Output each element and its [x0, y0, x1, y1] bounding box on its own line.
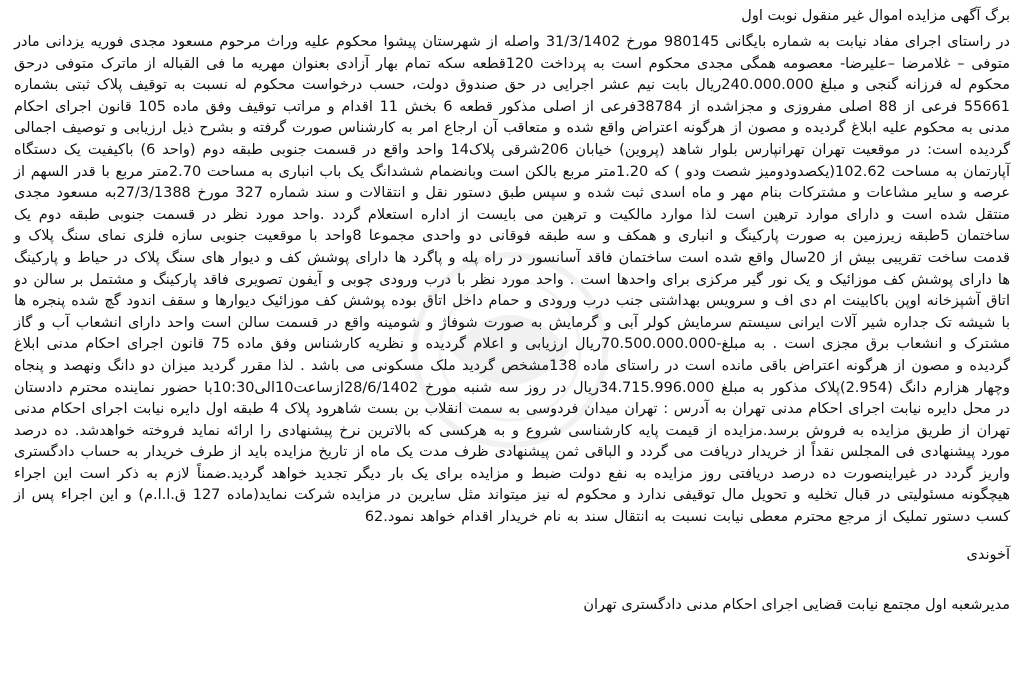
notice-body: در راستای اجرای مفاد نیابت به شماره بایگانی 980145 مورخ 31/3/1402 واصله از شهرستان پیشوا محکوم علیه وراث مرحوم مسعود مجدی فوریه یزدانی مادر متوفی – غلامرضا –علیرضا- معصومه همگی مجدی محکوم است به پرداخت 120قطعه سکه تمام بهار آزادی بعنوان مهریه ما فی القباله از ماترک متوفی درحق محکوم له فرزانه گنجی و مبلغ 240.000.000ریال بابت نیم عشر اجرایی در حق صندوق دولت، حسب درخواست محکوم له نسبت به توقیف پلاک ثبتی بشماره 55661 فرعی از 88 اصلی مفروزی و مجزاشده از 38784فرعی از اصلی مذکور قطعه 6 بخش 11 اقدام و مراتب توقیف وفق ماده 105 قانون اجرای احکام مدنی به محکوم علیه ابلاغ گردیده و مصون از هرگونه اعتراض واقع شده و متعاقب آن ارجاع امر به کارشناس صورت گرفته و بشرح ذیل ارزیابی و توصیف اجمالی گردیده است: در موقعیت تهران تهرانپارس بلوار شاهد (پروین) خیابان 206شرقی پلاک14 واحد واقع در قسمت جنوبی طبقه دوم (واحد 6) باکیفیت یک دستگاه آپارتمان به مساحت 102.62(یکصدودومیز شصت ودو ) که 1.20متر مربع بالکن است وبانضمام ششدانگ یک باب انباری به مساحت 2.70متر مربع با قدر السهم از عرصه و سایر مشاعات و مشترکات بنام مهر و ماه اسدی ثبت شده و سپس طبق دستور نقل و انتقالات و سند شماره 327 مورخ 27/3/1388به مسعود مجدی منتقل شده است و دارای موارد ترهین است لذا موارد مالکیت و ترهین می بایست از اداره استعلام گردد .واحد مورد نظر در قسمت جنوبی طبقه دوم یک ساختمان 5طبقه زیرزمین به صورت پارکینگ و انباری و همکف و سه طبقه فوقانی دو واحدی مجموعا 8واحد با موقعیت جنوبی سازه فلزی نمای سنگ پلاک و قدمت ساخت تقریبی بیش از 20سال واقع شده است ساختمان فاقد آسانسور در راه پله و پاگرد ها دارای پوشش کف و دیوار های سنگ پلاک در حیاط و پارکینگ ها دارای پوشش کف موزائیک و یک نور گیر مرکزی برای واحدها است . واحد مورد نظر با درب ورودی چوبی و آیفون تصویری فاقد پارکینگ و مشتمل بر سالن دو اتاق آشپزخانه اوپن باکابینت ام دی اف و سرویس بهداشتی جنب درب ورودی و حمام داخل اتاق بوده پوشش کف موزائیک دیوارها و سقف اندود گچ شده پنجره ها با شیشه تک جداره شیر آلات ایرانی سیستم سرمایش کولر آبی و گرمایش به صورت شوفاژ و شومینه واقع در قسمت سالن است واحد دارای انشعاب آب و گاز مشترک و انشعاب برق مجزی است . به مبلغ-70.500.000.000ریال ارزیابی و اعلام گردیده و نظریه کارشناس وفق ماده 75 قانون اجرای احکام مدنی ابلاغ گردیده و مصون از هرگونه اعتراض باقی مانده است در راستای ماده 138مشخص گردید ملک مسکونی می باشد . لذا مقرر گردید میزان دو دانگ ونهصد و پنجاه وچهار هزارم دانگ (2.954)پلاک مذکور به مبلغ 34.715.996.000ریال در روز سه شنبه مورخ 28/6/1402ازساعت10الی10:30با حضور نماینده محترم دادستان در محل دایره نیابت اجرای احکام مدنی تهران به آدرس : تهران میدان فردوسی به سمت انقلاب بن بست شاهرود پلاک 4 طبقه اول دایره نیابت اجرای احکام مدنی تهران از طریق مزایده به فروش برسد.مزایده از قیمت پایه کارشناسی شروع و به هرکسی که بالاترین نرخ پیشنهادی را ارائه نماید فروخته خواهدشد. ده درصد مورد پیشنهادی فی المجلس نقداً از خریدار دریافت می گردد و الباقی ثمن پیشنهادی ظرف مدت یک ماه از تاریخ مزایده باید از طرف خریدار به حساب دادگستری واریز گردد در غیراینصورت ده درصد دریافتی روز مزایده به نفع دولت ضبط و مزایده برای یک بار دیگر تجدید خواهد گردید.ضمناً لازم به ذکر است این اجراء هیچگونه مسئولیتی در قبال تخلیه و تحویل مال توقیفی ندارد و محکوم له نیز میتواند مثل سایرین در مزایده شرکت نماید(ماده 127 ق.ا.ا.م) و این اجراء پس از کسب دستور تملیک از مرجع محترم معطی نیابت نسبت به انتقال سند به نام خریدار اقدام خواهد نمود.62	[14, 34, 1011, 526]
signature-title: مدیرشعبه اول مجتمع نیابت قضایی اجرای احکام مدنی دادگستری تهران	[583, 596, 1010, 613]
notice-title: برگ آگهی مزایده اموال غیر منقول نوبت اول	[741, 8, 1010, 24]
signature-name: آخوندی	[966, 546, 1010, 563]
